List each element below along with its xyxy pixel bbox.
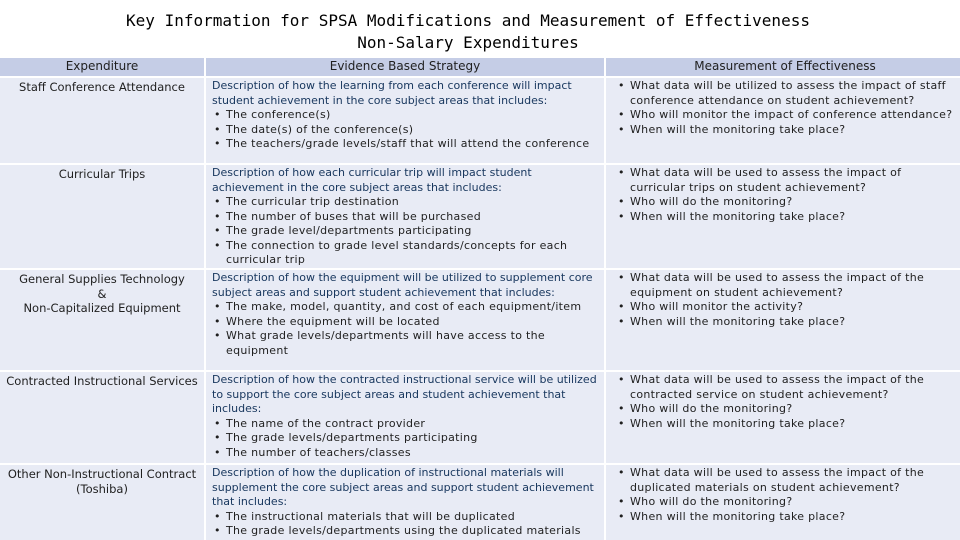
expenditure-cell [0,165,204,268]
list-item: • The teachers/grade levels/staff that will attend the conference [212,137,598,152]
list-item: • The conference(s) [212,108,598,123]
list-item: • The grade levels/departments using the duplicated materials [212,524,598,539]
table-header [0,58,960,76]
measurement-list [616,271,954,329]
expenditure-cell [0,465,204,540]
list-item: • When will the monitoring take place? [616,210,954,225]
expenditure-label: General Supplies Technology [19,272,185,286]
expenditure-label: Curricular Trips [58,167,146,181]
list-item: • Where the equipment will be located [212,315,598,330]
strategy-cell [206,270,604,370]
expenditure-cell [0,372,204,463]
list-item: • The connection to grade level standards/concepts for each curricular trip [212,239,598,268]
list-item: • When will the monitoring take place? [616,315,954,330]
measurement-cell [606,465,960,540]
strategy-list [212,417,598,461]
list-item: • What data will be utilized to assess the impact of staff conference attendance on student achievement? [616,79,954,108]
strategy-cell [206,372,604,463]
header-expenditure: Expenditure [0,58,204,76]
table-row [0,270,960,370]
list-item: • The instructional materials that will be duplicated [212,510,598,525]
title-line-2: Non-Salary Expenditures [357,33,579,52]
measurement-list [616,373,954,431]
list-item: • The make, model, quantity, and cost of each equipment/item [212,300,598,315]
strategy-list [212,300,598,358]
table-row [0,165,960,268]
list-item: • The date(s) of the conference(s) [212,123,598,138]
list-item: • When will the monitoring take place? [616,510,954,525]
expenditure-cell [0,270,204,370]
strategy-description: Description of how the learning from each conference will impact student achievement in the core subject areas that includes: [212,79,572,107]
table-row [0,465,960,540]
list-item: • The grade level/departments participating [212,224,598,239]
list-item: • The curricular trip destination [212,195,598,210]
expenditure-cell [0,78,204,163]
strategy-cell [206,465,604,540]
measurement-cell [606,78,960,163]
list-item: • When will the monitoring take place? [616,123,954,138]
list-item: • Who will do the monitoring? [616,195,954,210]
measurement-cell [606,372,960,463]
page-title [0,10,936,54]
table-row [0,372,960,463]
title-line-1: Key Information for SPSA Modifications and Measurement of Effectiveness [126,11,810,30]
list-item: • When will the monitoring take place? [616,417,954,432]
list-item: • The number of buses that will be purchased [212,210,598,225]
list-item: • Who will do the monitoring? [616,495,954,510]
list-item: • The number of teachers/classes [212,446,598,461]
strategy-description: Description of how the contracted instructional service will be utilized to support the core subject areas and student achievement that includes: [212,373,597,415]
expenditure-label: & [97,286,107,301]
expenditure-label: Contracted Instructional Services [6,374,198,388]
list-item: • What data will be used to assess the impact of curricular trips on student achievement? [616,166,954,195]
list-item: • Who will monitor the activity? [616,300,954,315]
expenditure-label: Other Non-Instructional Contract [7,467,197,481]
list-item: • What data will be used to assess the impact of the contracted service on student achievement? [616,373,954,402]
expenditure-label: (Toshiba) [76,481,128,496]
header-measurement: Measurement of Effectiveness [606,58,960,76]
measurement-list [616,466,954,524]
list-item: • Who will monitor the impact of conference attendance? [616,108,954,123]
strategy-cell [206,78,604,163]
measurement-cell [606,270,960,370]
list-item: • What data will be used to assess the impact of the duplicated materials on student achievement? [616,466,954,495]
measurement-list [616,166,954,224]
header-strategy: Evidence Based Strategy [206,58,604,76]
list-item: • Who will do the monitoring? [616,402,954,417]
strategy-cell [206,165,604,268]
expenditure-label: Staff Conference Attendance [19,80,185,94]
strategy-description: Description of how each curricular trip will impact student achievement in the core subject areas that includes: [212,166,532,194]
strategy-list [212,195,598,268]
strategy-list [212,510,598,539]
list-item: • The grade levels/departments participating [212,431,598,446]
strategy-description: Description of how the duplication of instructional materials will supplement the core subject areas and support student achievement that includes: [212,466,594,508]
list-item: • The name of the contract provider [212,417,598,432]
strategy-list [212,108,598,152]
expenditure-label: Non-Capitalized Equipment [23,301,181,315]
strategy-description: Description of how the equipment will be utilized to supplement core subject areas and support student achievement that includes: [212,271,593,299]
measurement-cell [606,165,960,268]
list-item: • What data will be used to assess the impact of the equipment on student achievement? [616,271,954,300]
table-row [0,78,960,163]
list-item: • What grade levels/departments will have access to the equipment [212,329,598,358]
measurement-list [616,79,954,137]
